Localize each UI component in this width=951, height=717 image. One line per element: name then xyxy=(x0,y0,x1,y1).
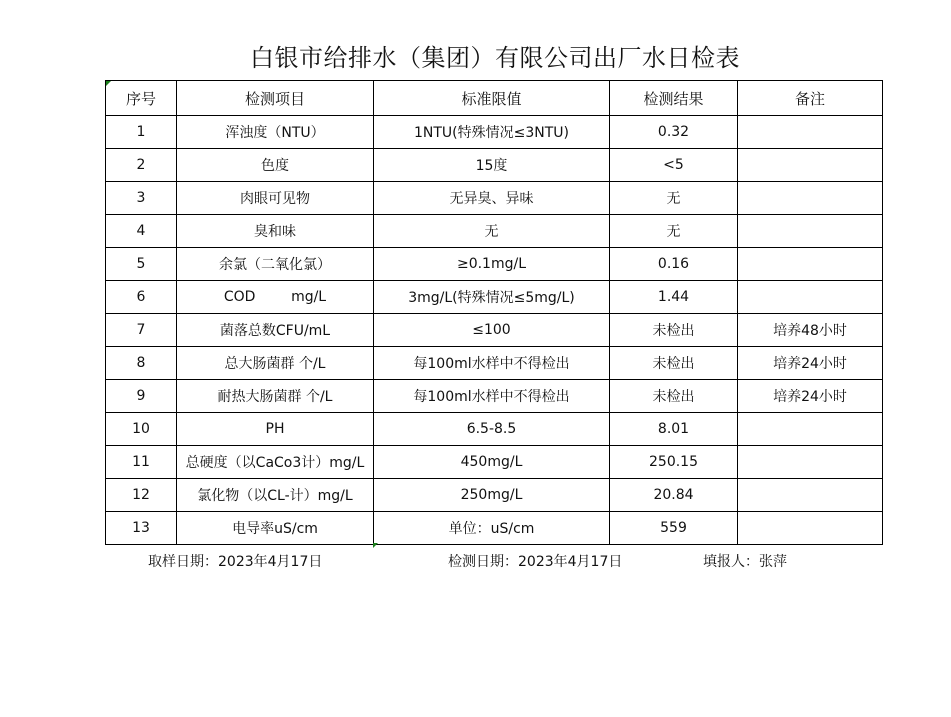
cell-result: 未检出 xyxy=(610,380,738,413)
cell-result: 未检出 xyxy=(610,347,738,380)
cell-index: 12 xyxy=(106,479,177,512)
cell-index: 2 xyxy=(106,149,177,182)
table-row xyxy=(106,182,883,215)
cell-item: 耐热大肠菌群 个/L xyxy=(177,380,374,413)
cell-note xyxy=(738,182,883,215)
cell-limit: ≥0.1mg/L xyxy=(374,248,610,281)
table-row xyxy=(106,446,883,479)
cell-note: 培养24小时 xyxy=(738,347,883,380)
cell-note xyxy=(738,413,883,446)
reporter: 填报人：张萍 xyxy=(703,554,787,570)
cell-item: 余氯（二氧化氯） xyxy=(177,248,374,281)
cell-index: 7 xyxy=(106,314,177,347)
cell-index: 1 xyxy=(106,116,177,149)
cell-limit: 每100ml水样中不得检出 xyxy=(374,347,610,380)
sample-date: 取样日期：2023年4月17日 xyxy=(148,554,323,570)
cell-note: 培养24小时 xyxy=(738,380,883,413)
cell-result: 1.44 xyxy=(610,281,738,314)
cell-item: 电导率uS/cm xyxy=(177,512,374,545)
cell-item: 肉眼可见物 xyxy=(177,182,374,215)
cell-index: 8 xyxy=(106,347,177,380)
table-header-row xyxy=(106,81,883,116)
cell-note xyxy=(738,149,883,182)
cell-result: 559 xyxy=(610,512,738,545)
cell-limit: 每100ml水样中不得检出 xyxy=(374,380,610,413)
cell-note: 培养48小时 xyxy=(738,314,883,347)
cell-result: 无 xyxy=(610,182,738,215)
cell-item: PH xyxy=(177,413,374,446)
cell-result: 0.32 xyxy=(610,116,738,149)
cell-result: 8.01 xyxy=(610,413,738,446)
cell-note xyxy=(738,512,883,545)
table-row xyxy=(106,116,883,149)
header-result: 检测结果 xyxy=(610,81,738,116)
cell-marker xyxy=(106,81,111,86)
cell-result: 250.15 xyxy=(610,446,738,479)
table-row xyxy=(106,314,883,347)
test-date: 检测日期：2023年4月17日 xyxy=(448,554,623,570)
table-row xyxy=(106,479,883,512)
cell-note xyxy=(738,248,883,281)
cell-marker xyxy=(373,543,378,548)
cell-limit: 15度 xyxy=(374,149,610,182)
table-row xyxy=(106,281,883,314)
cell-note xyxy=(738,446,883,479)
cell-index: 11 xyxy=(106,446,177,479)
cell-limit: 无 xyxy=(374,215,610,248)
cell-limit: 3mg/L(特殊情况≤5mg/L) xyxy=(374,281,610,314)
cell-index: 5 xyxy=(106,248,177,281)
cell-index: 10 xyxy=(106,413,177,446)
cell-note xyxy=(738,116,883,149)
cell-result: 未检出 xyxy=(610,314,738,347)
inspection-table xyxy=(105,80,883,545)
cell-result: 0.16 xyxy=(610,248,738,281)
cell-index: 13 xyxy=(106,512,177,545)
header-item: 检测项目 xyxy=(177,81,374,116)
cell-limit: 6.5-8.5 xyxy=(374,413,610,446)
table-row xyxy=(106,248,883,281)
cell-result: <5 xyxy=(610,149,738,182)
cell-limit: 250mg/L xyxy=(374,479,610,512)
header-index: 序号 xyxy=(106,81,177,116)
table-row xyxy=(106,512,883,545)
cell-limit: ≤100 xyxy=(374,314,610,347)
header-note: 备注 xyxy=(738,81,883,116)
cell-note xyxy=(738,479,883,512)
cell-limit: 450mg/L xyxy=(374,446,610,479)
cell-item: 氯化物（以CL-计）mg/L xyxy=(177,479,374,512)
cell-item: 总大肠菌群 个/L xyxy=(177,347,374,380)
cell-item: 浑浊度（NTU） xyxy=(177,116,374,149)
table-row xyxy=(106,215,883,248)
page-title: 白银市给排水（集团）有限公司出厂水日检表 xyxy=(250,44,740,72)
table-row xyxy=(106,380,883,413)
cell-item: 色度 xyxy=(177,149,374,182)
cell-note xyxy=(738,281,883,314)
table-row xyxy=(106,413,883,446)
cell-index: 3 xyxy=(106,182,177,215)
cell-note xyxy=(738,215,883,248)
cell-index: 9 xyxy=(106,380,177,413)
header-limit: 标准限值 xyxy=(374,81,610,116)
cell-item: 菌落总数CFU/mL xyxy=(177,314,374,347)
cell-limit: 无异臭、异味 xyxy=(374,182,610,215)
table-row xyxy=(106,347,883,380)
table-row xyxy=(106,149,883,182)
cell-item: 总硬度（以CaCo3计）mg/L xyxy=(177,446,374,479)
cell-index: 4 xyxy=(106,215,177,248)
cell-limit: 单位：uS/cm xyxy=(374,512,610,545)
cell-limit: 1NTU(特殊情况≤3NTU) xyxy=(374,116,610,149)
cell-item: COD mg/L xyxy=(177,281,374,314)
cell-index: 6 xyxy=(106,281,177,314)
cell-result: 无 xyxy=(610,215,738,248)
cell-item: 臭和味 xyxy=(177,215,374,248)
cell-result: 20.84 xyxy=(610,479,738,512)
